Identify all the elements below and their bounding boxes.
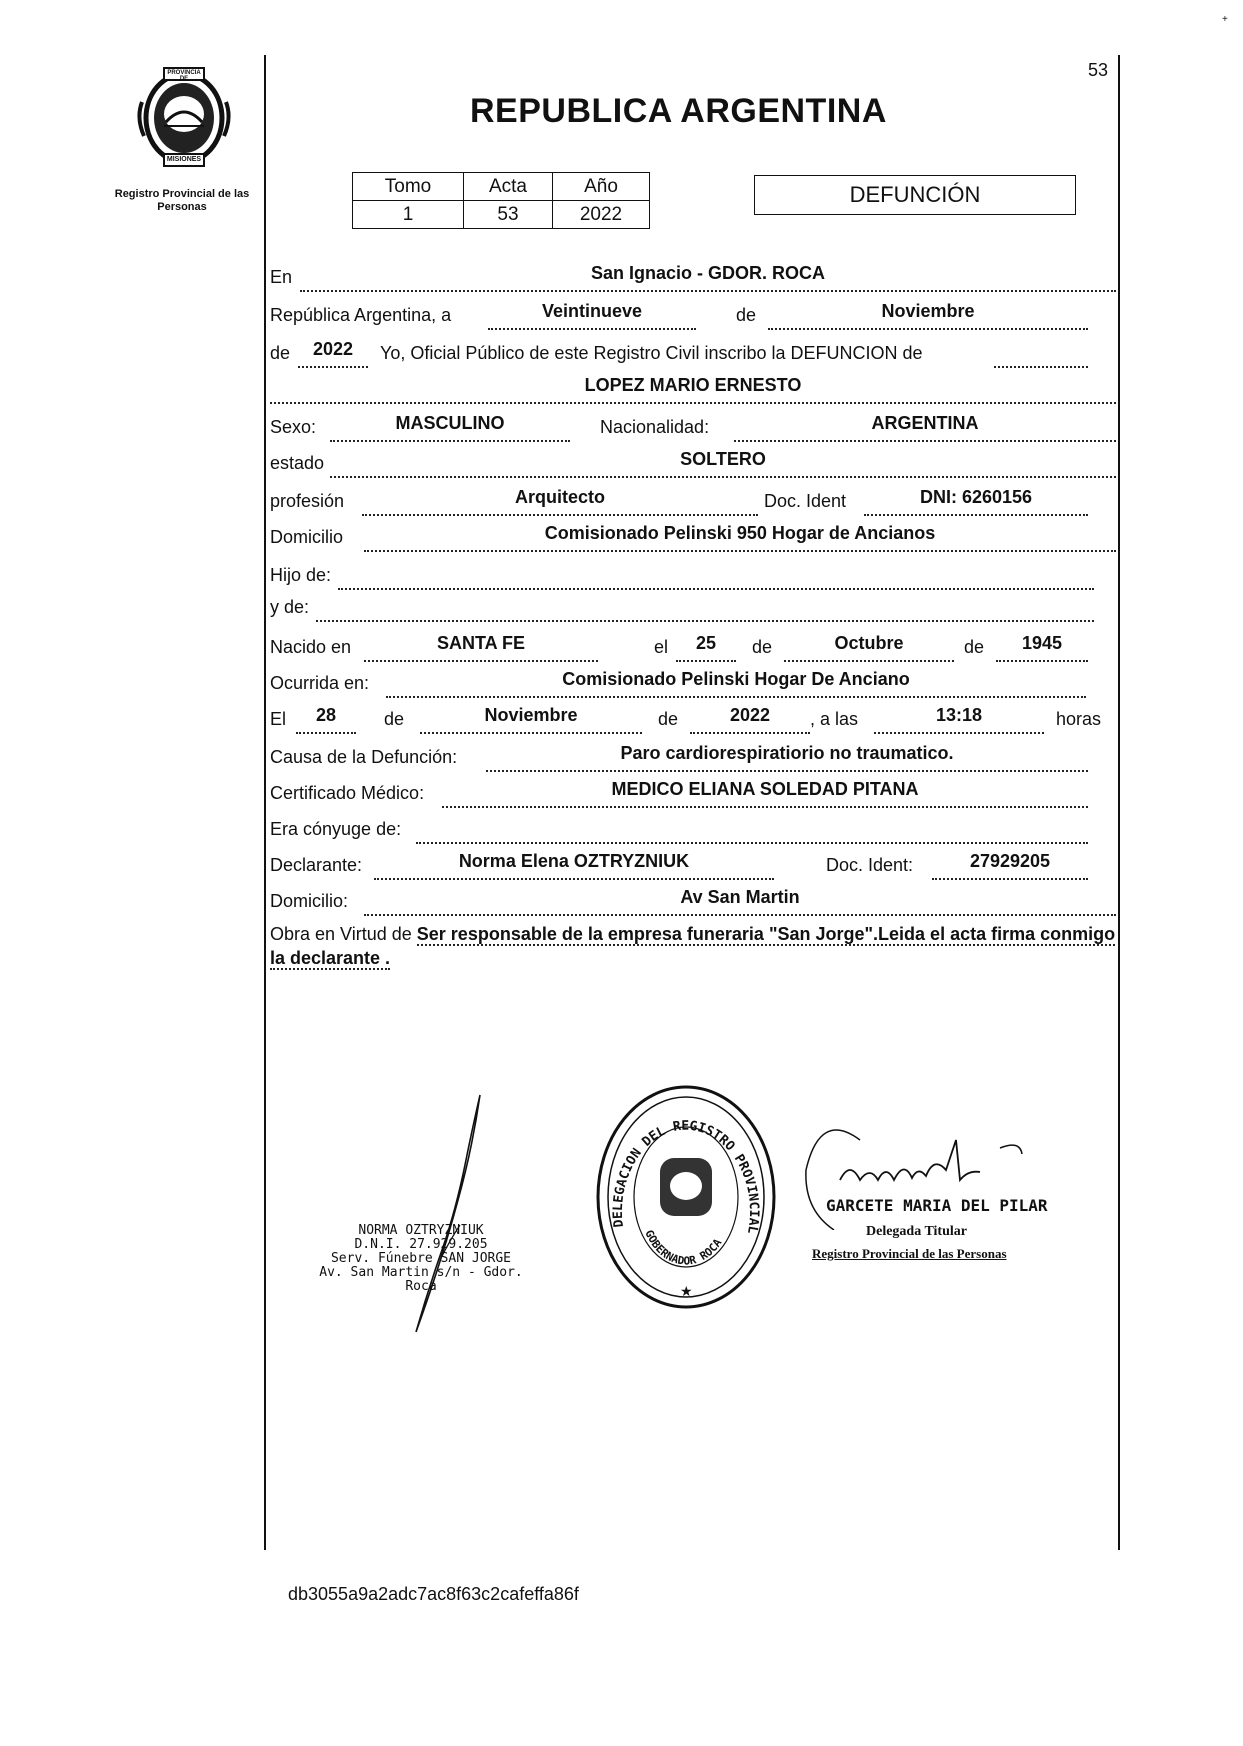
- field-causa: [486, 744, 1088, 772]
- record-table: [352, 172, 650, 229]
- field-doc-ident: [864, 488, 1088, 516]
- row-birth: [270, 632, 1116, 662]
- table-value-tomo: 1: [353, 201, 464, 229]
- label-sexo: Sexo:: [270, 417, 317, 437]
- label-y-de: y de:: [270, 597, 310, 617]
- field-death-day: [296, 706, 356, 734]
- label-de-month: de: [736, 305, 757, 325]
- row-certificate: [270, 778, 1116, 808]
- declarant-stamp: [306, 1224, 536, 1294]
- value-certificado: MEDICO ELIANA SOLEDAD PITANA: [611, 779, 919, 799]
- label-domicilio: Domicilio: [270, 527, 344, 547]
- official-role: Delegada Titular: [866, 1224, 967, 1239]
- registry-stamp: [594, 1082, 778, 1312]
- value-declarante: Norma Elena OZTRYZNIUK: [458, 851, 690, 871]
- label-republica: República Argentina, a: [270, 305, 452, 325]
- field-birth-year: [996, 634, 1088, 662]
- label-estado: estado: [270, 453, 325, 473]
- row-date: [270, 300, 1116, 330]
- field-death-year: [690, 706, 810, 734]
- label-decl-doc: Doc. Ident:: [826, 855, 914, 875]
- field-certificado: [442, 780, 1088, 808]
- field-y-de: [316, 594, 1094, 622]
- declarant-stamp-address: Av. San Martin s/n - Gdor. Roca: [319, 1265, 523, 1294]
- seal-text-bottom: MISIONES: [166, 156, 202, 163]
- row-obra-virtud: [270, 922, 1116, 970]
- field-deceased-name: [270, 376, 1116, 404]
- record-type-box: DEFUNCIÓN: [754, 175, 1076, 215]
- declarant-stamp-dni: D.N.I. 27.929.205: [354, 1237, 488, 1252]
- row-child-of: [270, 560, 1116, 590]
- label-certificado: Certificado Médico:: [270, 783, 425, 803]
- value-year: 2022: [312, 339, 354, 359]
- row-and-of: [270, 592, 1116, 622]
- value-birth-place: SANTA FE: [437, 633, 525, 653]
- value-day-text: Veintinueve: [541, 301, 643, 321]
- field-birth-month: [784, 634, 954, 662]
- right-margin-rule: [1118, 55, 1120, 1550]
- registrar-statement: Yo, Oficial Público de este Registro Civil inscribo la DEFUNCION de: [380, 343, 923, 363]
- row-cause: [270, 742, 1116, 772]
- field-birth-day: [676, 634, 736, 662]
- table-value-acta: 53: [464, 201, 553, 229]
- row-domicile: [270, 522, 1116, 552]
- field-nacionalidad: [734, 414, 1116, 442]
- official-registry: Registro Provincial de las Personas: [812, 1246, 1007, 1261]
- label-de-birth-1: de: [752, 637, 773, 657]
- left-margin-rule: [264, 55, 266, 1550]
- label-profesion: profesión: [270, 491, 345, 511]
- field-domicilio: [364, 524, 1116, 552]
- value-place: San Ignacio - GDOR. ROCA: [590, 263, 826, 283]
- registry-name: Registro Provincial de las Personas: [114, 188, 250, 213]
- official-name: GARCETE MARIA DEL PILAR: [826, 1196, 1048, 1215]
- label-de-year: de: [270, 343, 291, 363]
- row-death-datetime: [270, 704, 1116, 734]
- row-en: [270, 262, 1116, 292]
- field-ocurrida-en: [386, 670, 1086, 698]
- field-month-text: [768, 302, 1088, 330]
- value-doc-ident: DNI: 6260156: [919, 487, 1033, 507]
- value-death-month: Noviembre: [484, 705, 578, 725]
- field-statement-end: [994, 340, 1088, 368]
- value-sexo: MASCULINO: [395, 413, 505, 433]
- page-title: REPUBLICA ARGENTINA: [470, 92, 887, 130]
- value-month-text: Noviembre: [881, 301, 975, 321]
- table-header-acta: Acta: [464, 173, 553, 201]
- seal-text-top: PROVINCIA DE: [167, 70, 201, 82]
- value-causa: Paro cardiorespiratiorio no traumatico.: [620, 743, 954, 763]
- label-horas: horas: [1056, 709, 1102, 729]
- label-en: En: [270, 267, 293, 287]
- value-birth-year: 1945: [1021, 633, 1063, 653]
- declarant-stamp-name: NORMA OZTRYZNIUK: [358, 1223, 484, 1238]
- label-de-death-1: de: [384, 709, 405, 729]
- value-decl-domicilio: Av San Martin: [680, 887, 800, 907]
- stamp-inner-text: GOBERNADOR ROCA: [642, 1227, 725, 1268]
- field-day-text: [488, 302, 696, 330]
- field-year: [298, 340, 368, 368]
- label-el-death: El: [270, 709, 287, 729]
- label-el-birth: el: [654, 637, 669, 657]
- declarant-signature: [380, 1090, 510, 1340]
- value-nacionalidad: ARGENTINA: [871, 413, 979, 433]
- field-conyuge: [416, 816, 1088, 844]
- page-number: 53: [1088, 60, 1109, 80]
- value-birth-day: 25: [695, 633, 717, 653]
- field-estado: [330, 450, 1116, 478]
- field-birth-place: [364, 634, 598, 662]
- field-declarante: [374, 852, 774, 880]
- svg-text:★: ★: [680, 1283, 693, 1299]
- corner-mark: +: [1222, 14, 1228, 25]
- field-place: [300, 264, 1116, 292]
- value-domicilio: Comisionado Pelinski 950 Hogar de Ancianos: [544, 523, 936, 543]
- field-sexo: [330, 414, 570, 442]
- provincial-seal: [134, 62, 234, 174]
- row-occurred: [270, 668, 1116, 698]
- label-de-death-2: de: [658, 709, 679, 729]
- field-decl-doc: [932, 852, 1088, 880]
- label-hijo-de: Hijo de:: [270, 565, 332, 585]
- label-doc-ident: Doc. Ident: [764, 491, 847, 511]
- value-profesion: Arquitecto: [515, 487, 605, 507]
- value-obra-virtud: Ser responsable de la empresa funeraria "San Jorge".Leida el acta firma conmigo la declarante .: [270, 924, 1116, 968]
- field-decl-domicilio: [364, 888, 1116, 916]
- table-header-tomo: Tomo: [353, 173, 464, 201]
- row-civil-status: [270, 448, 1116, 478]
- declarant-stamp-service: Serv. Fúnebre SAN JORGE: [330, 1251, 511, 1266]
- label-obra-virtud: Obra en Virtud de: [270, 924, 412, 944]
- value-death-day: 28: [315, 705, 337, 725]
- value-estado: SOLTERO: [680, 449, 766, 469]
- value-ocurrida-en: Comisionado Pelinski Hogar De Anciano: [562, 669, 910, 689]
- label-a-las: , a las: [810, 709, 859, 729]
- label-decl-domicilio: Domicilio:: [270, 891, 349, 911]
- label-nacionalidad: Nacionalidad:: [600, 417, 710, 437]
- label-declarante: Declarante:: [270, 855, 363, 875]
- value-birth-month: Octubre: [834, 633, 904, 653]
- stamp-outer-text: DELEGACION DEL REGISTRO PROVINCIAL: [610, 1118, 762, 1235]
- row-year-statement: [270, 338, 1116, 368]
- document-hash: db3055a9a2adc7ac8f63c2cafeffa86f: [288, 1584, 579, 1604]
- row-profession-doc: [270, 486, 1116, 516]
- row-declarant-domicile: [270, 886, 1116, 916]
- label-ocurrida-en: Ocurrida en:: [270, 673, 370, 693]
- table-value-ano: 2022: [553, 201, 650, 229]
- field-death-month: [420, 706, 642, 734]
- row-declarant: [270, 850, 1116, 880]
- field-death-time: [874, 706, 1044, 734]
- value-deceased-name: LOPEZ MARIO ERNESTO: [584, 375, 802, 395]
- value-death-year: 2022: [729, 705, 771, 725]
- label-conyuge: Era cónyuge de:: [270, 819, 402, 839]
- table-header-ano: Año: [553, 173, 650, 201]
- row-sex-nationality: [270, 412, 1116, 442]
- row-spouse: [270, 814, 1116, 844]
- value-death-time: 13:18: [935, 705, 983, 725]
- label-de-birth-2: de: [964, 637, 985, 657]
- field-hijo-de: [338, 562, 1094, 590]
- value-decl-doc: 27929205: [969, 851, 1051, 871]
- label-causa: Causa de la Defunción:: [270, 747, 458, 767]
- row-deceased-name: [270, 374, 1116, 404]
- label-nacido-en: Nacido en: [270, 637, 352, 657]
- field-profesion: [362, 488, 758, 516]
